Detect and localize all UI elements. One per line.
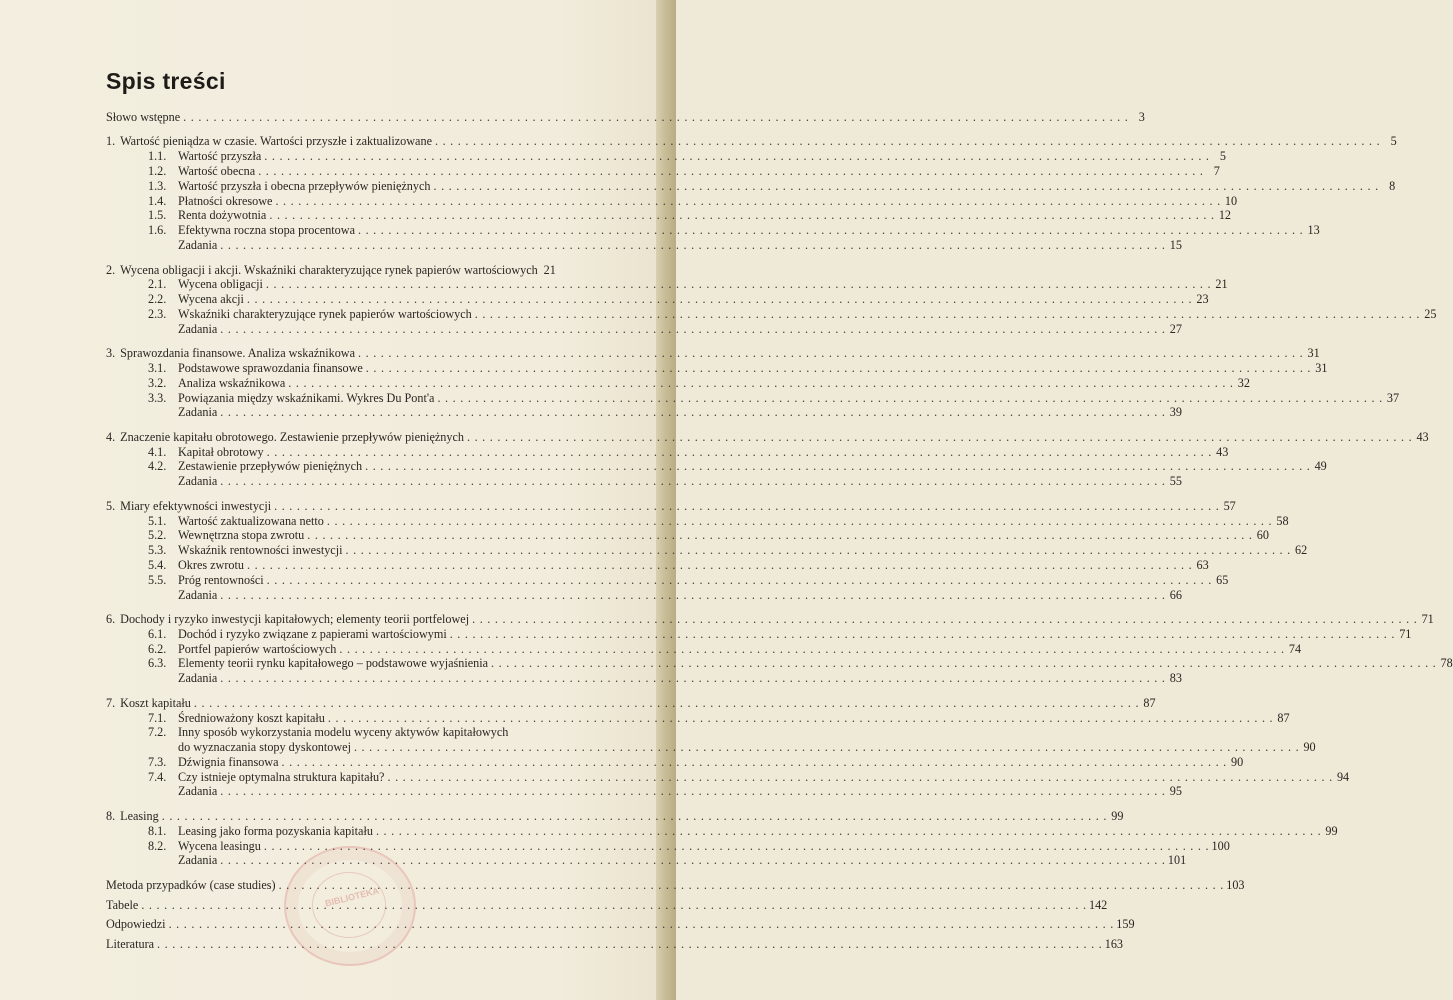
toc-section	[106, 361, 1328, 376]
leader-dots	[282, 755, 1227, 770]
toc-label: Koszt kapitału	[120, 695, 191, 710]
toc-section	[106, 193, 1238, 209]
leader-dots	[220, 588, 1165, 603]
toc-label: Wycena obligacji i akcji. Wskaźniki charakteryzujące rynek papierów wartościowych	[120, 262, 538, 277]
toc-label: Zadania	[178, 321, 218, 336]
chapter-number: 3.	[106, 346, 116, 361]
toc-chapter-6	[106, 612, 1434, 627]
leader-dots	[354, 740, 1299, 755]
toc-label: Dochód i ryzyko związane z papierami wartościowymi	[178, 626, 447, 641]
toc-label: Średnioważony koszt kapitału	[178, 710, 325, 725]
toc-label: Wskaźnik rentowności inwestycji	[178, 543, 343, 558]
toc-chapter-7	[106, 695, 1156, 711]
toc-page: 23	[1196, 292, 1209, 307]
toc-label: Leasing	[120, 808, 159, 823]
section-number: 5.4.	[148, 557, 167, 572]
leader-dots	[141, 898, 1086, 913]
toc-label: Odpowiedzi	[106, 917, 166, 932]
toc-section	[106, 375, 1250, 391]
section-number: 1.5.	[148, 208, 167, 223]
toc-section	[106, 292, 1209, 307]
toc-page: 142	[1088, 897, 1108, 912]
toc-label: Zadania	[178, 474, 218, 489]
leader-dots	[279, 878, 1224, 893]
toc-label: Efektywna roczna stopa procentowa	[178, 223, 355, 238]
toc-section-continued	[106, 740, 1316, 755]
toc-label: Wartość przyszła	[178, 149, 262, 164]
leader-dots	[307, 528, 1252, 543]
toc-chapter-8	[106, 808, 1124, 824]
leader-dots	[327, 514, 1272, 529]
chapter-number: 1.	[106, 134, 116, 149]
leader-dots	[266, 277, 1211, 292]
toc-page: 7	[1213, 164, 1220, 179]
section-number: 4.2.	[148, 459, 167, 474]
section-number: 1.6.	[148, 223, 167, 238]
toc-section	[106, 513, 1289, 529]
leader-dots	[220, 474, 1165, 489]
toc-label: Powiązania między wskaźnikami. Wykres Du Pont'a	[178, 390, 435, 405]
toc-page: 83	[1169, 671, 1182, 686]
toc-label: Leasing jako forma pozyskania kapitału	[178, 823, 373, 838]
toc-page: 163	[1104, 937, 1123, 952]
toc-page: 43	[1216, 444, 1229, 459]
section-number: 1.3.	[148, 178, 167, 193]
chapter-number: 4.	[106, 429, 116, 444]
section-number: 3.3.	[148, 390, 167, 405]
leader-dots	[220, 405, 1165, 420]
toc-section	[106, 754, 1244, 770]
section-number: 7.2.	[148, 725, 167, 740]
toc-page: 57	[1223, 498, 1236, 513]
toc-page: 87	[1277, 710, 1290, 725]
toc-page: 5	[1390, 134, 1397, 149]
leader-dots	[467, 430, 1412, 445]
toc-label: Kapitał obrotowy	[178, 444, 264, 459]
toc-exercises	[106, 671, 1182, 686]
leader-dots	[183, 110, 1128, 125]
toc-page: 159	[1116, 917, 1135, 932]
toc-section	[106, 390, 1400, 406]
leader-dots	[220, 322, 1165, 337]
leader-dots	[450, 627, 1395, 642]
leader-dots	[358, 223, 1303, 238]
toc-label: Wartość przyszła i obecna przepływów pieniężnych	[178, 178, 431, 193]
toc-section	[106, 277, 1228, 292]
leader-dots	[339, 642, 1284, 657]
toc-page: 101	[1167, 853, 1187, 868]
toc-label: Podstawowe sprawozdania finansowe	[178, 361, 363, 376]
leader-dots	[275, 194, 1220, 209]
page-title: Spis treści	[106, 68, 226, 94]
toc-label: Portfel papierów wartościowych	[178, 641, 337, 656]
section-number: 3.2.	[148, 375, 167, 390]
leader-dots	[267, 573, 1212, 588]
toc-label: Wycena obligacji	[178, 277, 263, 292]
toc-label: Płatności okresowe	[178, 193, 273, 208]
toc-section	[106, 725, 640, 740]
toc-section	[106, 557, 1209, 573]
toc-page: 100	[1211, 838, 1230, 853]
toc-label: Zadania	[178, 587, 218, 602]
toc-exercises	[106, 784, 1182, 799]
toc-page: 99	[1111, 808, 1124, 823]
section-number: 8.1.	[148, 823, 167, 838]
leader-dots	[366, 361, 1311, 376]
leader-dots	[264, 839, 1209, 854]
toc-section	[106, 528, 1269, 543]
toc-label: Zadania	[178, 238, 218, 253]
toc-section	[106, 626, 1412, 642]
toc-exercises	[106, 321, 1182, 337]
toc-section	[106, 164, 1220, 179]
section-number: 5.3.	[148, 543, 167, 558]
toc-label: Wartość zaktualizowana netto	[178, 513, 324, 528]
toc-page: 94	[1336, 769, 1350, 784]
toc-page: 43	[1416, 429, 1429, 444]
leader-dots	[220, 671, 1165, 686]
toc-page: 49	[1314, 459, 1327, 474]
toc-label: Tabele	[106, 897, 139, 912]
leader-dots	[288, 376, 1233, 391]
toc-page: 103	[1226, 877, 1245, 892]
leader-dots	[258, 164, 1203, 179]
section-number: 7.4.	[148, 769, 167, 784]
toc-page: 32	[1237, 375, 1250, 390]
leader-dots	[220, 784, 1165, 799]
section-number: 8.2.	[148, 838, 167, 853]
leader-dots	[491, 656, 1436, 671]
toc-exercises	[106, 238, 1182, 253]
chapter-number: 8.	[106, 808, 116, 823]
section-number: 6.3.	[148, 656, 167, 671]
toc-label: Zadania	[178, 405, 218, 420]
leader-dots	[437, 391, 1382, 406]
toc-section	[106, 543, 1308, 558]
toc-entry-preface	[106, 110, 1145, 125]
chapter-number: 2.	[106, 262, 116, 277]
leader-dots	[162, 809, 1107, 824]
toc-section	[106, 459, 1327, 474]
toc-chapter-2	[106, 263, 640, 278]
section-number: 5.1.	[148, 513, 167, 528]
chapter-number: 6.	[106, 612, 116, 627]
toc-page: 74	[1288, 641, 1302, 656]
section-number: 1.2.	[148, 164, 167, 179]
leader-dots	[267, 445, 1212, 460]
toc-page: 25	[1424, 306, 1437, 321]
toc-page: 65	[1216, 572, 1229, 587]
toc-page: 62	[1294, 543, 1308, 558]
section-number: 1.4.	[148, 193, 167, 208]
toc-page: 71	[1399, 626, 1412, 641]
toc-page: 3	[1138, 110, 1145, 124]
toc-exercises	[106, 405, 1182, 420]
toc-page: 78	[1440, 656, 1453, 671]
leader-dots	[220, 238, 1165, 253]
toc-label: Zadania	[178, 671, 218, 686]
section-number: 4.1.	[148, 444, 167, 459]
toc-page: 58	[1276, 513, 1289, 528]
chapter-number: 5.	[106, 498, 116, 513]
toc-label: Metoda przypadków (case studies)	[106, 877, 276, 892]
toc-page: 95	[1169, 784, 1182, 799]
section-number: 1.1.	[148, 149, 167, 164]
toc-label: Wycena akcji	[178, 292, 244, 307]
toc-page: 12	[1218, 208, 1232, 223]
leader-dots	[387, 770, 1332, 785]
toc-page: 10	[1224, 193, 1238, 208]
leader-dots	[376, 824, 1321, 839]
toc-label: Słowo wstępne	[106, 110, 181, 124]
stamp-text: BIBLIOTEKA	[324, 885, 380, 909]
toc-section	[106, 444, 1229, 460]
toc-exercises	[106, 474, 1182, 489]
toc-page: 60	[1256, 528, 1269, 543]
table-of-contents	[106, 110, 1453, 952]
toc-section	[106, 656, 1453, 671]
chapter-number: 7.	[106, 695, 116, 710]
leader-dots	[269, 208, 1214, 223]
toc-label: Inny sposób wykorzystania modelu wyceny aktywów kapitałowych	[178, 725, 509, 740]
toc-label: Analiza wskaźnikowa	[178, 375, 286, 390]
toc-section	[106, 769, 1350, 785]
toc-label: Zadania	[178, 784, 218, 799]
toc-page: 63	[1196, 557, 1209, 572]
toc-label: Wartość pieniądza w czasie. Wartości przyszłe i zaktualizowane	[120, 134, 432, 149]
toc-label-continued: do wyznaczania stopy dyskontowej	[178, 740, 351, 755]
leader-dots	[264, 149, 1209, 164]
toc-chapter-5	[106, 498, 1236, 514]
section-number: 6.1.	[148, 626, 167, 641]
toc-page: 8	[1389, 178, 1396, 193]
toc-page: 21	[1215, 277, 1228, 292]
section-number: 2.3.	[148, 306, 167, 321]
toc-label: Sprawozdania finansowe. Analiza wskaźnikowa	[120, 346, 356, 361]
leader-dots	[365, 459, 1310, 474]
leader-dots	[194, 696, 1139, 711]
toc-label: Wskaźniki charakteryzujące rynek papierów wartościowych	[178, 306, 472, 321]
toc-label: Wycena leasingu	[178, 838, 261, 853]
toc-exercises	[106, 587, 1182, 603]
toc-section	[106, 178, 1396, 194]
section-number: 5.2.	[148, 528, 167, 543]
toc-section	[106, 710, 1290, 726]
toc-label: Czy istnieje optymalna struktura kapitału?	[178, 769, 385, 784]
toc-page: 27	[1169, 321, 1182, 336]
toc-page: 5	[1219, 149, 1226, 164]
toc-section	[106, 572, 1229, 588]
toc-page: 71	[1421, 612, 1434, 627]
toc-label: Dźwignia finansowa	[178, 754, 279, 769]
toc-page: 39	[1169, 405, 1182, 420]
section-number: 7.3.	[148, 754, 167, 769]
toc-chapter-4	[106, 429, 1429, 445]
toc-section	[106, 208, 1232, 223]
toc-page: 37	[1386, 390, 1400, 405]
toc-page: 99	[1325, 823, 1338, 838]
leader-dots	[433, 179, 1378, 194]
leader-dots	[358, 346, 1303, 361]
toc-label: Dochody i ryzyko inwestycji kapitałowych; elementy teorii portfelowej	[120, 612, 470, 627]
toc-section	[106, 306, 1437, 322]
toc-page: 66	[1169, 587, 1182, 602]
toc-label: Renta dożywotnia	[178, 208, 267, 223]
section-number: 3.1.	[148, 361, 167, 376]
section-number: 2.2.	[148, 292, 167, 307]
leader-dots	[247, 558, 1192, 573]
toc-chapter-3	[106, 346, 1320, 361]
toc-label: Miary efektywności inwestycji	[120, 498, 272, 513]
toc-label: Literatura	[106, 937, 155, 952]
toc-label: Znaczenie kapitału obrotowego. Zestawienie przepływów pieniężnych	[120, 429, 464, 444]
toc-page: 55	[1169, 474, 1182, 489]
toc-section	[106, 823, 1338, 839]
toc-page: 90	[1231, 754, 1244, 769]
toc-label: Okres zwrotu	[178, 557, 244, 572]
library-stamp	[284, 846, 416, 966]
toc-page: 87	[1143, 695, 1156, 710]
leader-dots	[247, 292, 1192, 307]
section-number: 2.1.	[148, 277, 167, 292]
toc-section	[106, 223, 1320, 238]
toc-label: Próg rentowności	[178, 572, 264, 587]
toc-page: 15	[1169, 238, 1182, 253]
leader-dots	[475, 307, 1420, 322]
toc-label: Wartość obecna	[178, 164, 256, 179]
leader-dots	[346, 543, 1291, 558]
toc-page: 31	[1307, 346, 1320, 361]
toc-page: 13	[1307, 223, 1320, 238]
toc-label: Elementy teorii rynku kapitałowego – podstawowe wyjaśnienia	[178, 656, 489, 671]
leader-dots	[328, 711, 1273, 726]
leader-dots	[472, 612, 1417, 627]
toc-page: 21	[543, 262, 556, 277]
section-number: 6.2.	[148, 641, 167, 656]
toc-page: 31	[1315, 361, 1328, 376]
toc-page: 90	[1303, 740, 1316, 755]
section-number: 5.5.	[148, 572, 167, 587]
toc-label: Zadania	[178, 853, 218, 868]
toc-section	[106, 149, 1226, 164]
toc-label: Wewnętrzna stopa zwrotu	[178, 528, 305, 543]
leader-dots	[274, 499, 1219, 514]
leader-dots	[435, 134, 1380, 149]
toc-chapter-1	[106, 134, 1397, 149]
toc-label: Zestawienie przepływów pieniężnych	[178, 459, 363, 474]
toc-section	[106, 641, 1302, 657]
section-number: 7.1.	[148, 710, 167, 725]
